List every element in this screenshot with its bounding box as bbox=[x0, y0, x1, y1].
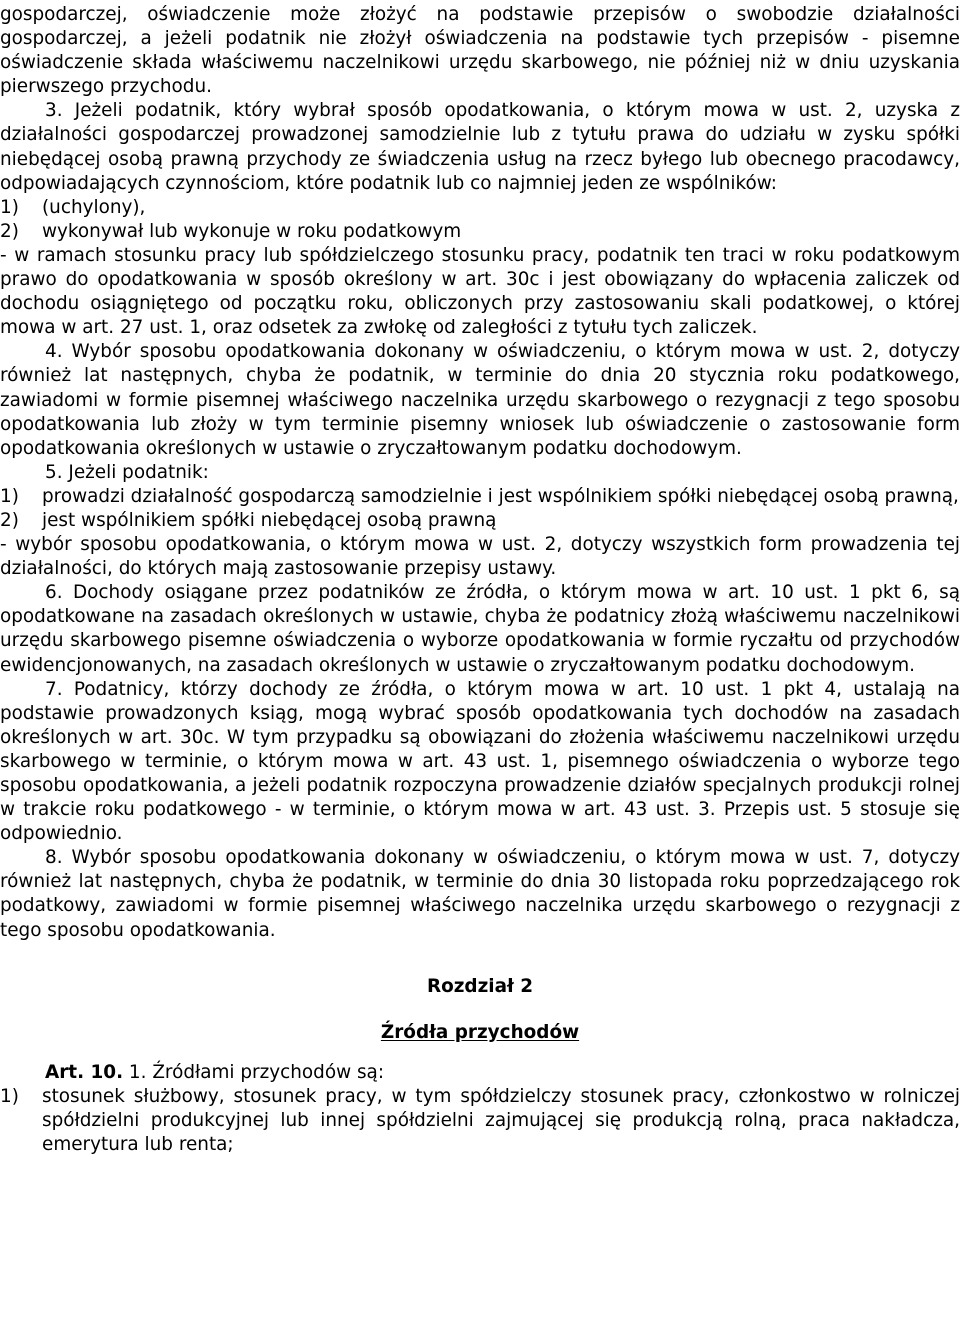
list-item-number: 2) bbox=[0, 220, 19, 242]
paragraph-5: 5. Jeżeli podatnik: bbox=[45, 461, 209, 483]
list-item bbox=[0, 509, 960, 533]
list-item-text: jest wspólnikiem spółki niebędącej osobą prawną bbox=[42, 509, 497, 531]
list-item-text: wykonywał lub wykonuje w roku podatkowym bbox=[42, 220, 462, 242]
document-page bbox=[0, 3, 960, 1157]
list-item bbox=[0, 196, 960, 220]
list-item-number: 1) bbox=[0, 196, 19, 218]
chapter-subtitle: Źródła przychodów bbox=[380, 1021, 580, 1043]
chapter-title: Rozdział 2 bbox=[426, 975, 534, 997]
paragraph-7: 7. Podatnicy, którzy dochody ze źródła, o którym mowa w art. 10 ust. 1 pkt 4, ustalają na podstawie prowadzonych ksiąg, mogą wybrać sposób opodatkowania tych dochodów na zasadach określonych w art. 30c. W tym przypadku są obowiązani do złożenia właściwemu naczelnikowi urzędu skarbowego w terminie, o którym mowa w art. 43 ust. 1, pisemnego oświadczenia o wyborze tego sposobu opodatkowania, a jeżeli podatnik rozpoczyna prowadzenie działów specjalnych produkcji rolnej w trakcie roku podatkowego - w terminie, o którym mowa w art. 43 ust. 3. Przepis ust. 5 stosuje się odpowiednio. bbox=[0, 678, 960, 845]
paragraph-8: 8. Wybór sposobu opodatkowania dokonany w oświadczeniu, o którym mowa w ust. 7, dotyczy również lat następnych, chyba że podatnik, w terminie do dnia 30 listopada roku poprzedzającego rok podatkowy, zawiadomi w formie pisemnej właściwego naczelnika urzędu skarbowego o rezygnacji z tego sposobu opodatkowania. bbox=[0, 847, 960, 941]
paragraph-3: 3. Jeżeli podatnik, który wybrał sposób opodatkowania, o którym mowa w ust. 2, uzyska z działalności gospodarczej prowadzonej samodzielnie lub z tytułu prawa do udziału w zysku spółki niebędącej osobą prawną przychody ze świadczenia usług na rzecz byłego lub obecnego pracodawcy, odpowiadających czynnościom, które podatnik lub co najmniej jeden ze wspólników: bbox=[0, 100, 960, 194]
list-item bbox=[0, 485, 960, 509]
list-item bbox=[0, 220, 960, 244]
paragraph-5-tail: - wybór sposobu opodatkowania, o którym mowa w ust. 2, dotyczy wszystkich form prowadzenia tej działalności, do których mają zastosowanie przepisy ustawy. bbox=[0, 534, 960, 580]
list-item-text: (uchylony), bbox=[42, 196, 146, 218]
list-item-text: stosunek służbowy, stosunek pracy, w tym spółdzielczy stosunek pracy, członkostwo w rolniczej spółdzielni produkcyjnej lub innej spółdzielni zajmującej się produkcją rolną, praca nakładcza, emerytura lub renta; bbox=[42, 1085, 960, 1156]
list-item-number: 1) bbox=[0, 485, 19, 507]
paragraph-6: 6. Dochody osiągane przez podatników ze źródła, o którym mowa w art. 10 ust. 1 pkt 6, są opodatkowane na zasadach określonych w ustawie, chyba że podatnicy złożą właściwemu naczelnikowi urzędu skarbowego pisemne oświadczenia o wyborze opodatkowania w formie ryczałtu od przychodów ewidencjonowanych, na zasadach określonych w ustawie o zryczałtowanym podatku dochodowym. bbox=[0, 582, 960, 676]
list-item-number: 2) bbox=[0, 509, 19, 531]
article-text: 1. Źródłami przychodów są: bbox=[128, 1061, 385, 1083]
paragraph-continuation: gospodarczej, oświadczenie może złożyć na podstawie przepisów o swobodzie działalności gospodarczej, a jeżeli podatnik nie złożył oświadczenia na podstawie tych przepisów - pisemne oświadczenie składa właściwemu naczelnikowi urzędu skarbowego, nie później niż w dniu uzyskania pierwszego przychodu. bbox=[0, 4, 960, 98]
list-item-number: 1) bbox=[0, 1085, 19, 1107]
list-item-text: prowadzi działalność gospodarczą samodzielnie i jest wspólnikiem spółki niebędącej osobą prawną, bbox=[42, 485, 959, 507]
article-heading bbox=[0, 1061, 960, 1085]
article-label: Art. 10. bbox=[45, 1061, 124, 1083]
list-item bbox=[0, 1085, 960, 1157]
paragraph-3-tail: - w ramach stosunku pracy lub spółdzielczego stosunku pracy, podatnik ten traci w roku podatkowym prawo do opodatkowania w sposób określony w art. 30c i jest obowiązany do wpłacenia zaliczek od dochodu osiągniętego od początku roku, obliczonych przy zastosowaniu skali podatkowej, o której mowa w art. 27 ust. 1, oraz odsetek za zwłokę od zaległości z tytułu tych zaliczek. bbox=[0, 244, 960, 339]
paragraph-4: 4. Wybór sposobu opodatkowania dokonany w oświadczeniu, o którym mowa w ust. 2, dotyczy również lat następnych, chyba że podatnik, w terminie do dnia 20 stycznia roku podatkowego, zawiadomi w formie pisemnej właściwego naczelnika urzędu skarbowego o rezygnacji z tego sposobu opodatkowania lub złoży w tym terminie pisemny wniosek lub oświadczenie o zastosowanie form opodatkowania określonych w ustawie o zryczałtowanym podatku dochodowym. bbox=[0, 341, 960, 459]
